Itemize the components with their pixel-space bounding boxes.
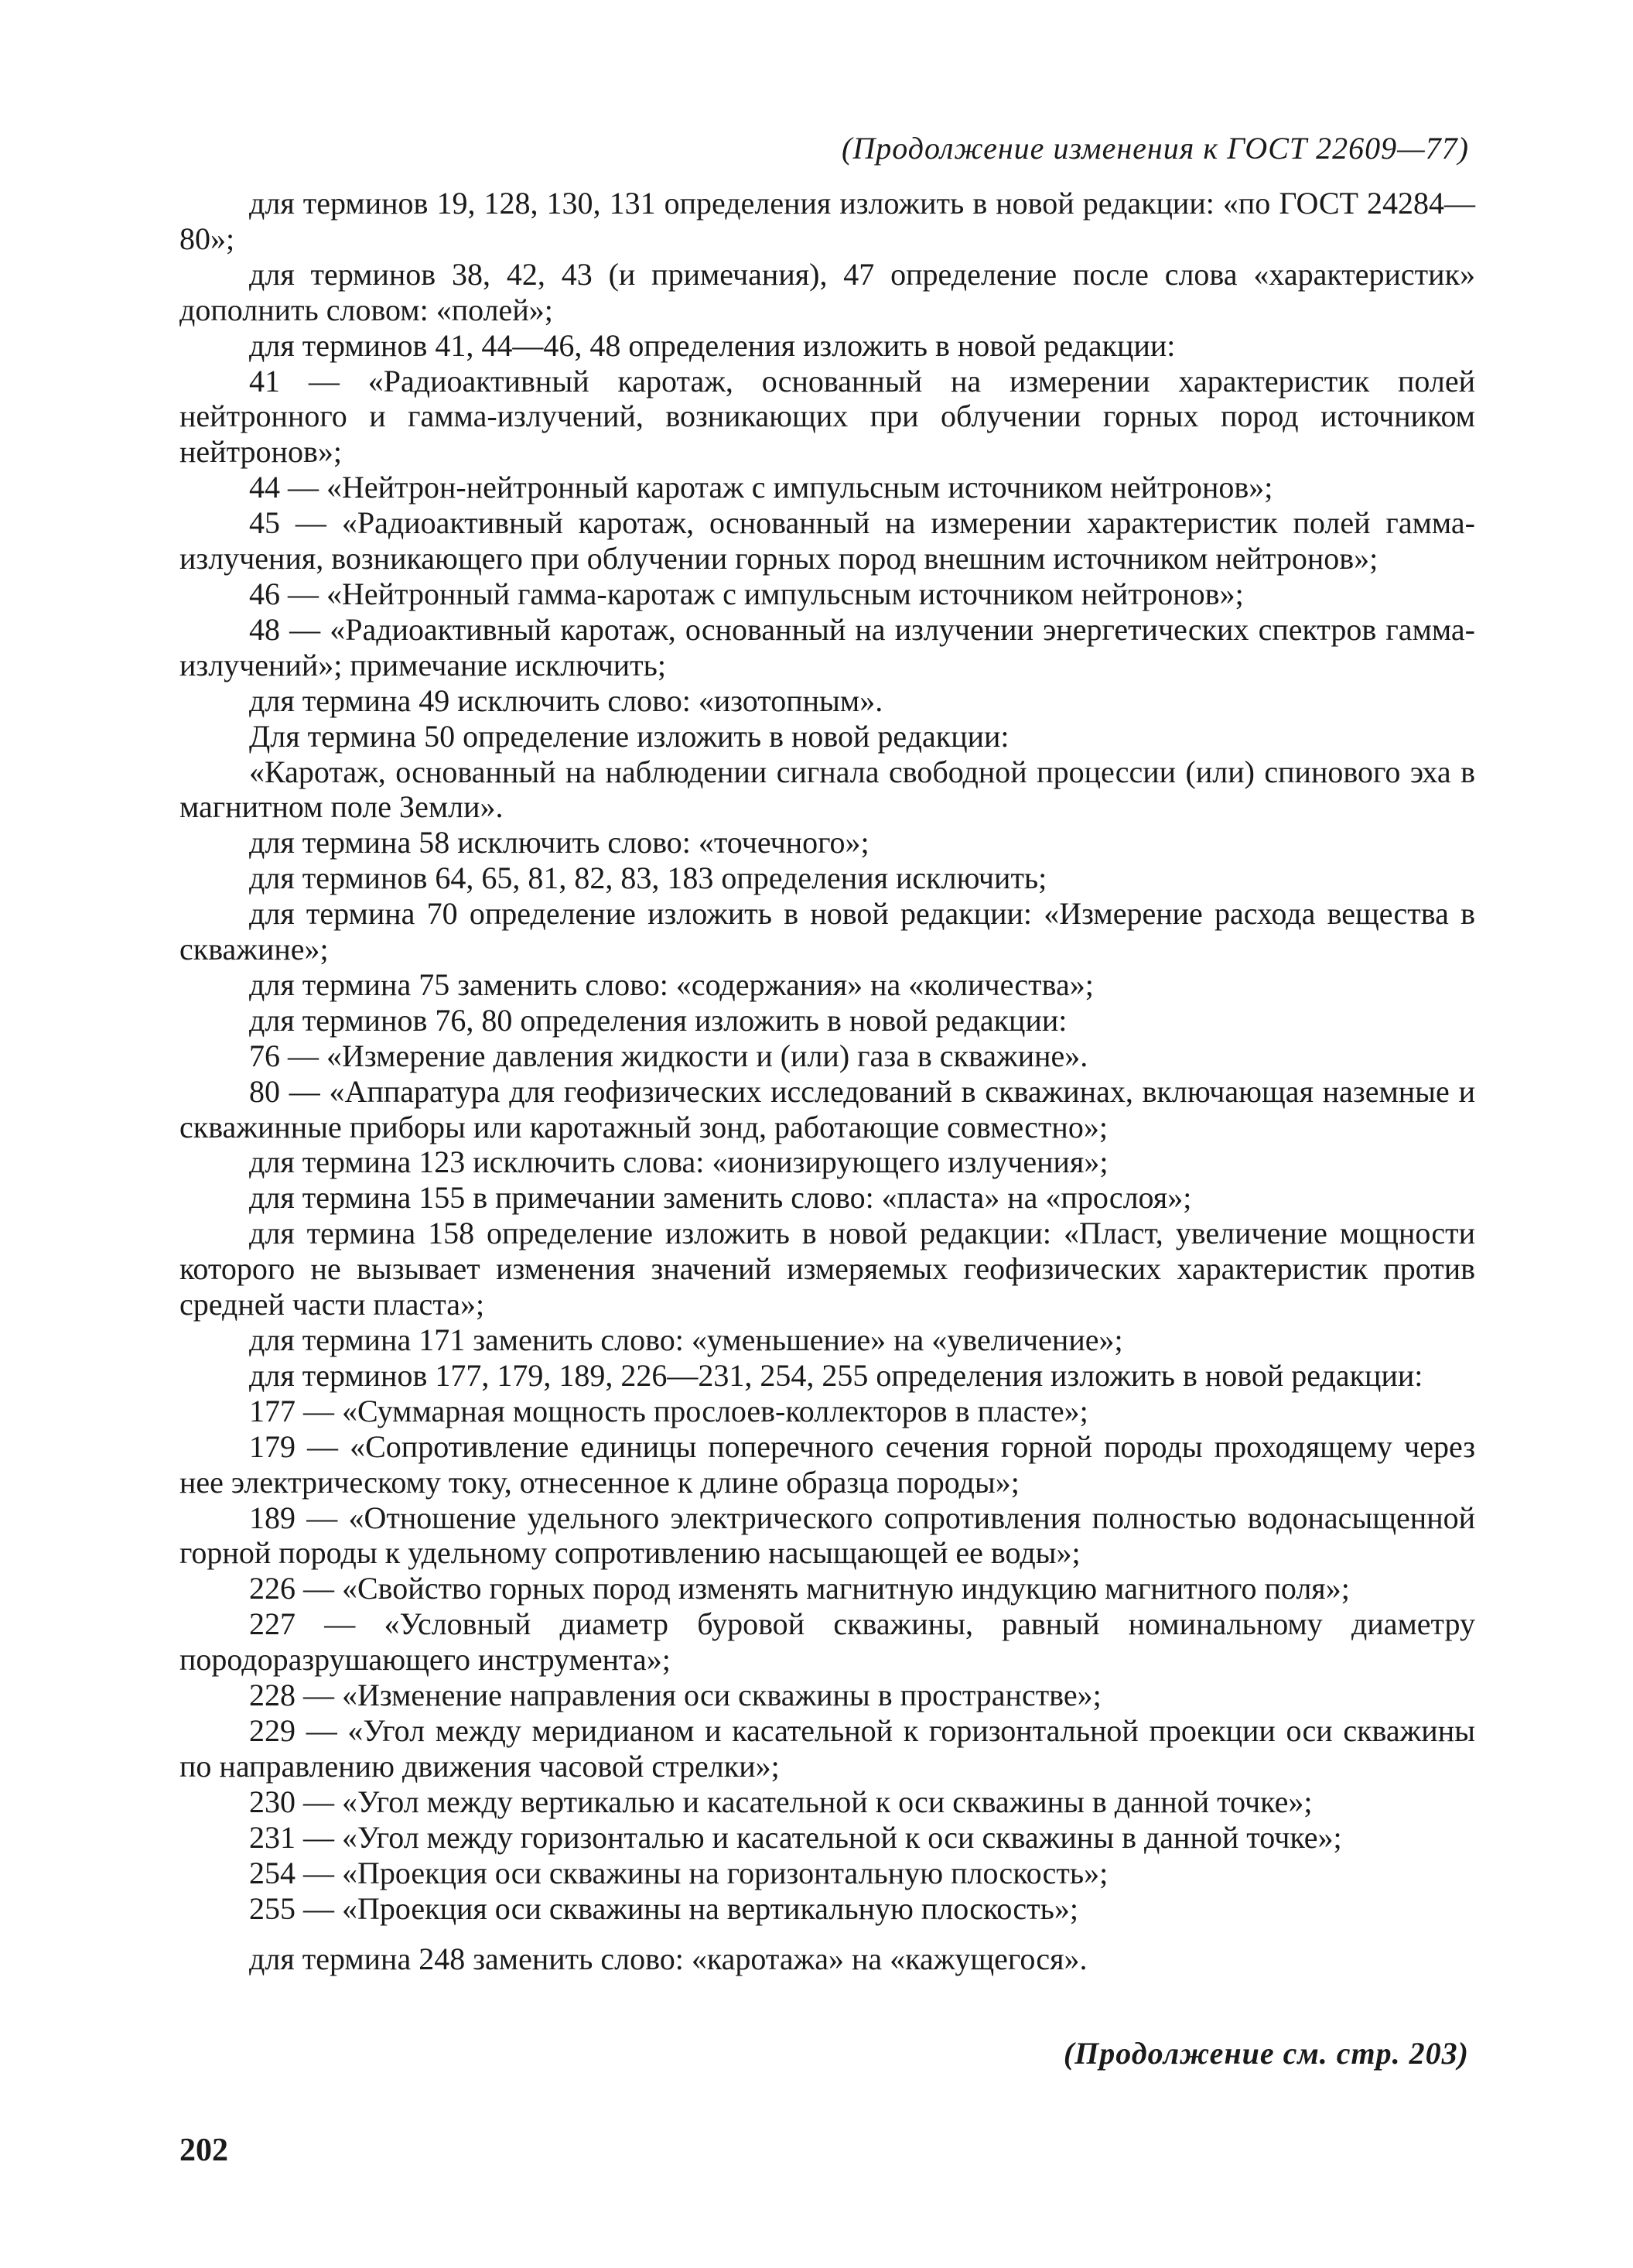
paragraph: 179 — «Сопротивление единицы поперечного сечения горной породы проходящему через нее электрическому току, отнесенное к длине образца породы»;: [179, 1428, 1475, 1500]
paragraph: для термина 171 заменить слово: «уменьшение» на «увеличение»;: [249, 1322, 1123, 1357]
paragraph: 80 — «Аппаратура для геофизических исследований в скважинах, включающая наземные и скважинные приборы или каротажный зонд, работающие совместно»;: [179, 1073, 1475, 1144]
paragraph: для термина 70 определение изложить в новой редакции: «Измерение расхода вещества в скважине»;: [179, 896, 1475, 967]
paragraph: 231 — «Угол между горизонталью и касательной к оси скважины в данной точке»;: [249, 1819, 1342, 1855]
paragraph: для терминов 76, 80 определения изложить в новой редакции:: [249, 1002, 1068, 1038]
paragraph: для термина 49 исключить слово: «изотопным».: [249, 682, 883, 718]
amendment-body: [179, 186, 1475, 1977]
paragraph: 44 — «Нейтрон-нейтронный каротаж с импульсным источником нейтронов»;: [249, 470, 1273, 505]
paragraph: 48 — «Радиоактивный каротаж, основанный на излучении энергетических спектров гамма-излучений»; примечание исключить;: [179, 611, 1475, 682]
paragraph: Для термина 50 определение изложить в новой редакции:: [249, 718, 1010, 754]
paragraph: для терминов 38, 42, 43 (и примечания), 47 определение после слова «характеристик» дополнить словом: «полей»;: [179, 256, 1475, 327]
paragraph: для терминов 41, 44—46, 48 определения изложить в новой редакции:: [249, 327, 1176, 363]
paragraph: для термина 123 исключить слова: «ионизирующего излучения»;: [249, 1144, 1109, 1180]
paragraph: для термина 75 заменить слово: «содержания» на «количества»;: [249, 966, 1094, 1002]
paragraph: для терминов 64, 65, 81, 82, 83, 183 определения исключить;: [249, 860, 1047, 896]
paragraph: 45 — «Радиоактивный каротаж, основанный на измерении характеристик полей гамма-излучения, возникающего при облучении горных пород внешним источником нейтронов»;: [179, 505, 1475, 576]
paragraph: 255 — «Проекция оси скважины на вертикальную плоскость»;: [249, 1890, 1079, 1926]
paragraph: 41 — «Радиоактивный каротаж, основанный на измерении характеристик полей нейтронного и гамма-излучений, возникающих при облучении горных пород источником нейтронов»;: [179, 363, 1475, 470]
continuation-footer-note: (Продолжение см. стр. 203): [1063, 2036, 1469, 2071]
paragraph: 229 — «Угол между меридианом и касательной к горизонтальной проекции оси скважины по направлению движения часовой стрелки»;: [179, 1712, 1475, 1784]
paragraph: 230 — «Угол между вертикалью и касательной к оси скважины в данной точке»;: [249, 1784, 1313, 1819]
paragraph: 189 — «Отношение удельного электрического сопротивления полностью водонасыщенной горной породы к удельному сопротивлению насыщающей ее воды»;: [179, 1500, 1475, 1571]
paragraph: «Каротаж, основанный на наблюдении сигнала свободной процессии (или) спинового эха в магнитном поле Земли».: [179, 754, 1475, 825]
paragraph: для термина 158 определение изложить в новой редакции: «Пласт, увеличение мощности которого не вызывает изменения значений измеряемых геофизических характеристик против средней части пласта»;: [179, 1216, 1475, 1322]
paragraph: 254 — «Проекция оси скважины на горизонтальную плоскость»;: [249, 1855, 1109, 1890]
paragraph: для терминов 19, 128, 130, 131 определения изложить в новой редакции: «по ГОСТ 24284—80»;: [179, 186, 1475, 256]
paragraph: для термина 58 исключить слово: «точечного»;: [249, 825, 869, 860]
paragraph: 177 — «Суммарная мощность прослоев-коллекторов в пласте»;: [249, 1393, 1088, 1428]
continuation-header: (Продолжение изменения к ГОСТ 22609—77): [842, 131, 1469, 166]
tail-paragraph: для термина 248 заменить слово: «каротажа» на «кажущегося».: [249, 1941, 1088, 1977]
paragraph: 46 — «Нейтронный гамма-каротаж с импульсным источником нейтронов»;: [249, 576, 1244, 611]
paragraph: для терминов 177, 179, 189, 226—231, 254, 255 определения изложить в новой редакции:: [249, 1357, 1423, 1393]
paragraph: 227 — «Условный диаметр буровой скважины, равный номинальному диаметру породоразрушающего инструмента»;: [179, 1606, 1475, 1678]
paragraph: 228 — «Изменение направления оси скважины в пространстве»;: [249, 1678, 1102, 1713]
paragraph: для термина 155 в примечании заменить слово: «пласта» на «прослоя»;: [249, 1180, 1192, 1216]
paragraph: 226 — «Свойство горных пород изменять магнитную индукцию магнитного поля»;: [249, 1571, 1350, 1606]
page-number: 202: [179, 2133, 228, 2168]
paragraph: 76 — «Измерение давления жидкости и (или) газа в скважине».: [249, 1038, 1088, 1073]
